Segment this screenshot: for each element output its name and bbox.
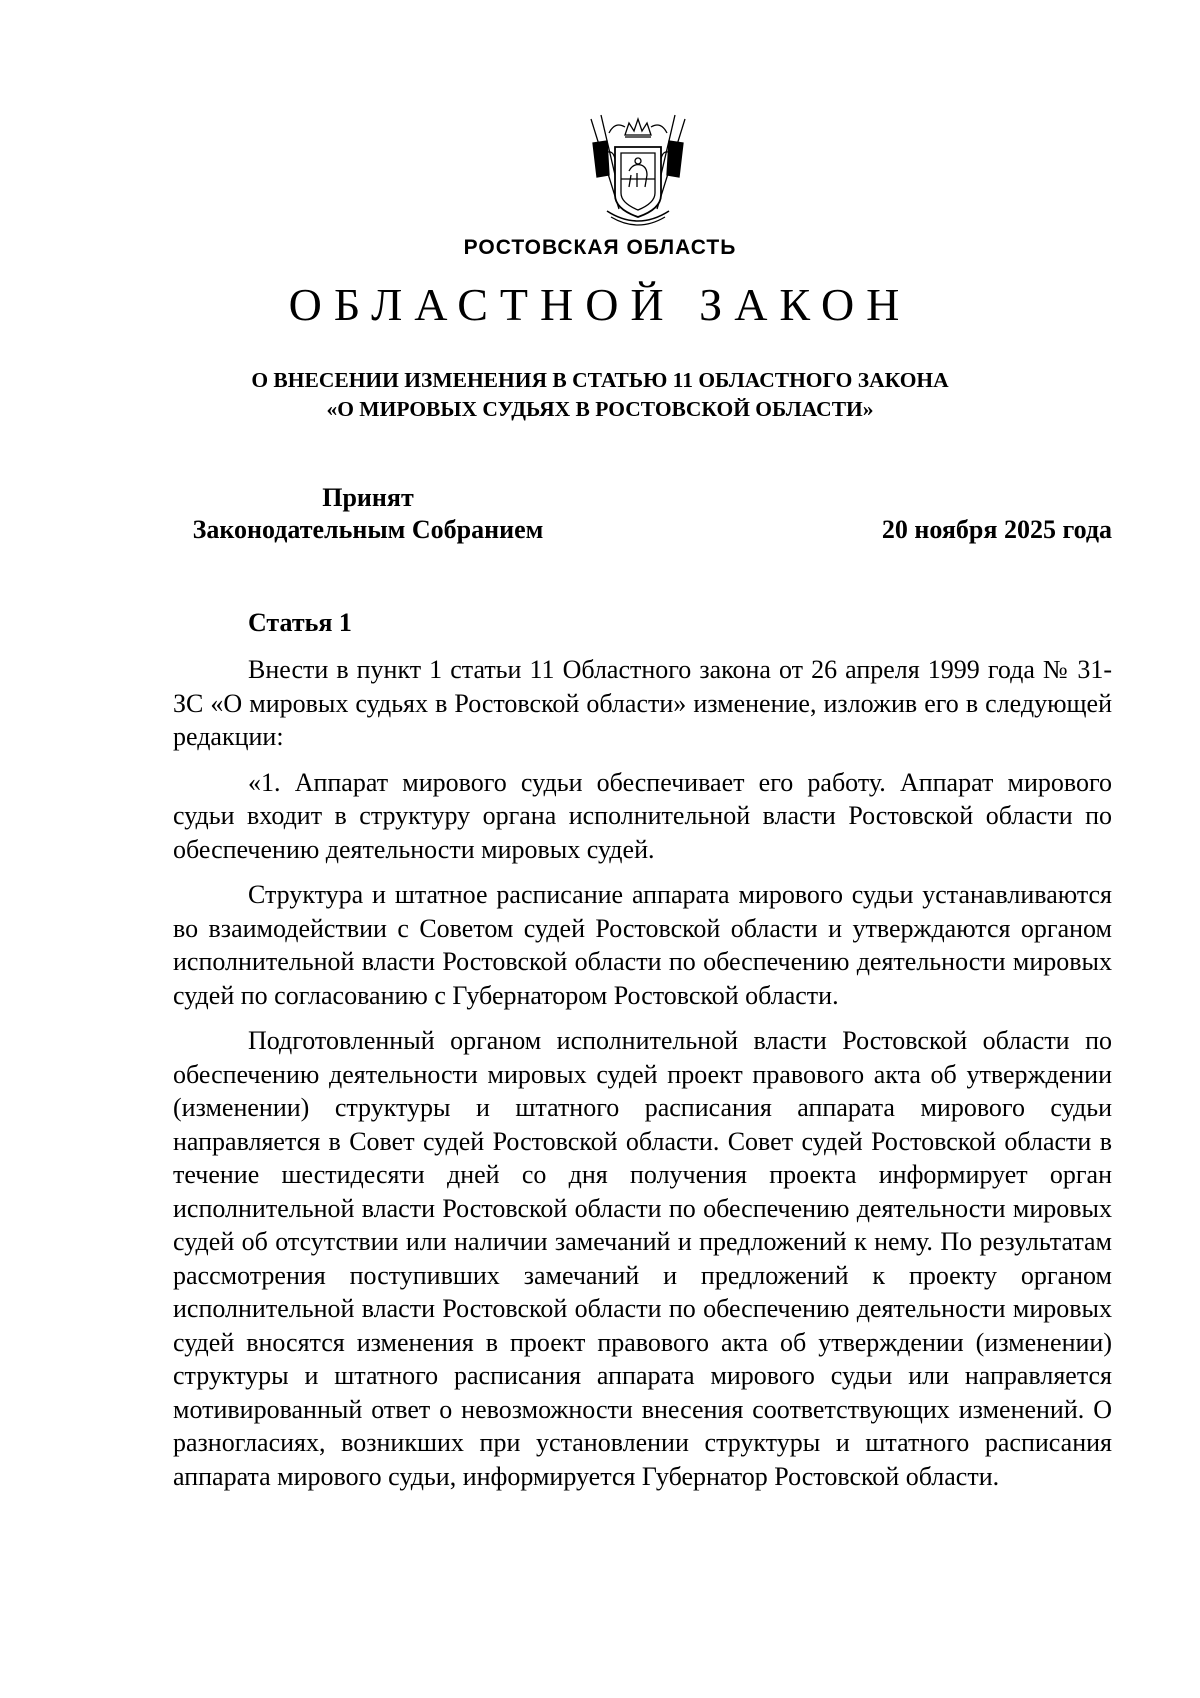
article-paragraph: «1. Аппарат мирового судьи обеспечивает его работу. Аппарат мирового судьи входит в структуру органа исполнительной власти Ростовской области по обеспечению деятельности мировых судей. [173,767,1112,864]
coat-of-arms-emblem [585,113,691,231]
article-body [173,653,1112,1505]
article-heading: Статья 1 [248,608,352,637]
article-paragraph: Подготовленный органом исполнительной власти Ростовской области по обеспечению деятельности мировых судей проект правового акта об утверждении (изменении) структуры и штатного расписания аппарата мирового судьи направляется в Совет судей Ростовской области. Совет судей Ростовской области в течение шестидесяти дней со дня получения проекта информирует орган исполнительной власти Ростовской области по обеспечению деятельности мировых судей об отсутствии или наличии замечаний и предложений к нему. По результатам рассмотрения поступивших замечаний и предложений к проекту органом исполнительной власти Ростовской области по обеспечению деятельности мировых судей вносятся изменения в проект правового акта об утверждении (изменении) структуры и штатного расписания аппарата мирового судьи или направляется мотивированный ответ о невозможности внесения соответствующих изменений. О разногласиях, возникших при установлении структуры и штатного расписания аппарата мирового судьи, информируется Губернатор Ростовской области. [173,1026,1112,1491]
law-title-line: О ВНЕСЕНИИ ИЗМЕНЕНИЯ В СТАТЬЮ 11 ОБЛАСТНОГО ЗАКОНА [251,368,949,392]
adoption-body: Законодательным Собранием [192,515,544,544]
law-title-line: «О МИРОВЫХ СУДЬЯХ В РОСТОВСКОЙ ОБЛАСТИ» [326,397,874,421]
adoption-block [168,482,568,546]
law-title [0,366,1200,424]
adoption-date: 20 ноября 2025 года [881,515,1112,544]
article-paragraph: Структура и штатное расписание аппарата мирового судьи устанавливаются во взаимодействии с Советом судей Ростовской области и утверждаются органом исполнительной власти Ростовской области по обеспечению деятельности мировых судей по согласованию с Губернатором Ростовской области. [173,880,1112,1010]
law-type-heading: ОБЛАСТНОЙ ЗАКОН [288,279,912,330]
region-name: РОСТОВСКАЯ ОБЛАСТЬ [463,236,737,259]
article-paragraph: Внести в пункт 1 статьи 11 Областного закона от 26 апреля 1999 года № 31-ЗС «О мировых судьях в Ростовской области» изменение, изложив его в следующей редакции: [173,655,1112,751]
adoption-line: Принят [322,483,414,512]
